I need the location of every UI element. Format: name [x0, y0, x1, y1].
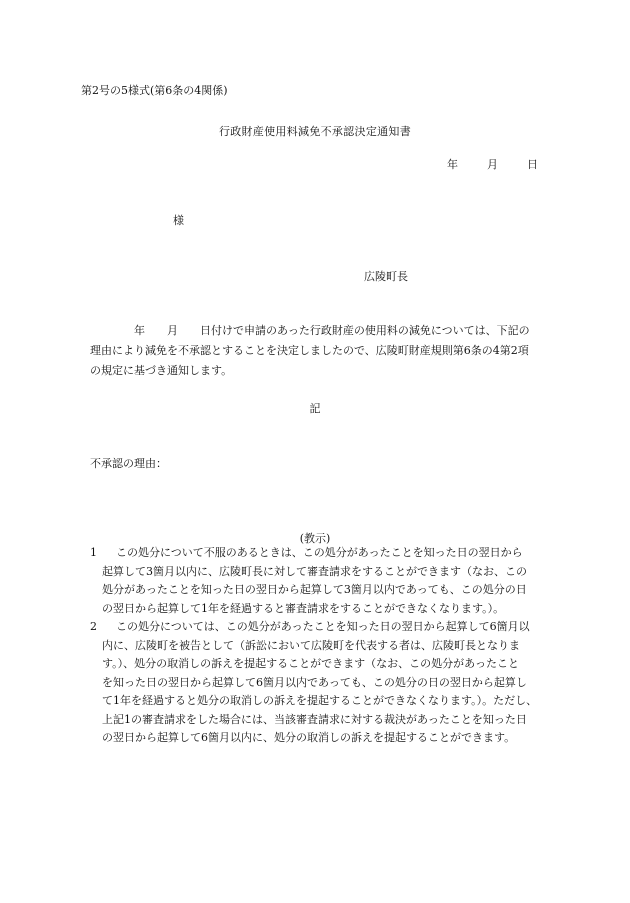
instruction-line: の翌日から起算して6箇月以内に、処分の取消しの訴えを提起することができます。 [102, 731, 516, 744]
document-title: 行政財産使用料減免不承認決定通知書 [218, 125, 412, 138]
ki-heading: 記 [309, 402, 321, 415]
instruction-line: 処分があったことを知った日の翌日から起算して3箇月以内であっても、この処分の日 [102, 583, 527, 596]
instruction-line: て1年を経過すると処分の取消しの訴えを提起することができなくなります。）。ただし、 [102, 694, 538, 707]
date-day: 日 [527, 158, 538, 171]
date-line [447, 156, 538, 172]
body-line: の規定に基づき通知します。 [90, 364, 233, 377]
instruction-line: この処分については、この処分があったことを知った日の翌日から起算して6箇月以 [116, 620, 530, 633]
notice-body [90, 321, 560, 381]
instruction-line: 内に、広陵町を被告として（訴訟において広陵町を代表する者は、広陵町長となりま [102, 638, 520, 652]
body-line: 理由により減免を不承認とすることを決定しましたので、広陵町財産規則第6条の4第2項 [90, 344, 529, 357]
instruction-heading: (教示) [299, 532, 331, 545]
instruction-item-1 [90, 544, 570, 618]
body-line: 年 月 日付けで申請のあった行政財産の使用料の減免については、下記の [90, 324, 530, 337]
instruction-item-2 [90, 618, 570, 748]
instruction-line: この処分について不服のあるときは、この処分があったことを知った日の翌日から [116, 546, 523, 559]
instruction-line: 起算して3箇月以内に、広陵町長に対して審査請求をすることができます（なお、この [102, 564, 527, 578]
instruction-line: の翌日から起算して1年を経過すると審査請求をすることができなくなります。）。 [102, 601, 505, 615]
date-year: 年 [447, 158, 458, 171]
instruction-number: 1 [90, 546, 97, 559]
instruction-line: を知った日の翌日から起算して6箇月以内であっても、この処分の日の翌日から起算し [102, 675, 527, 689]
sender-name: 広陵町長 [364, 270, 408, 283]
reason-label: 不承認の理由： [90, 457, 167, 470]
addressee-suffix: 様 [173, 214, 184, 227]
form-number: 第2号の5様式(第6条の4関係) [81, 84, 228, 97]
instruction-line: す。）、処分の取消しの訴えを提起することができます（なお、この処分があったこと [102, 657, 520, 670]
instruction-number: 2 [90, 620, 97, 633]
instruction-line: 上記1の審査請求をした場合には、当該審査請求に対する裁決があったことを知った日 [102, 712, 527, 726]
date-month: 月 [487, 158, 498, 171]
